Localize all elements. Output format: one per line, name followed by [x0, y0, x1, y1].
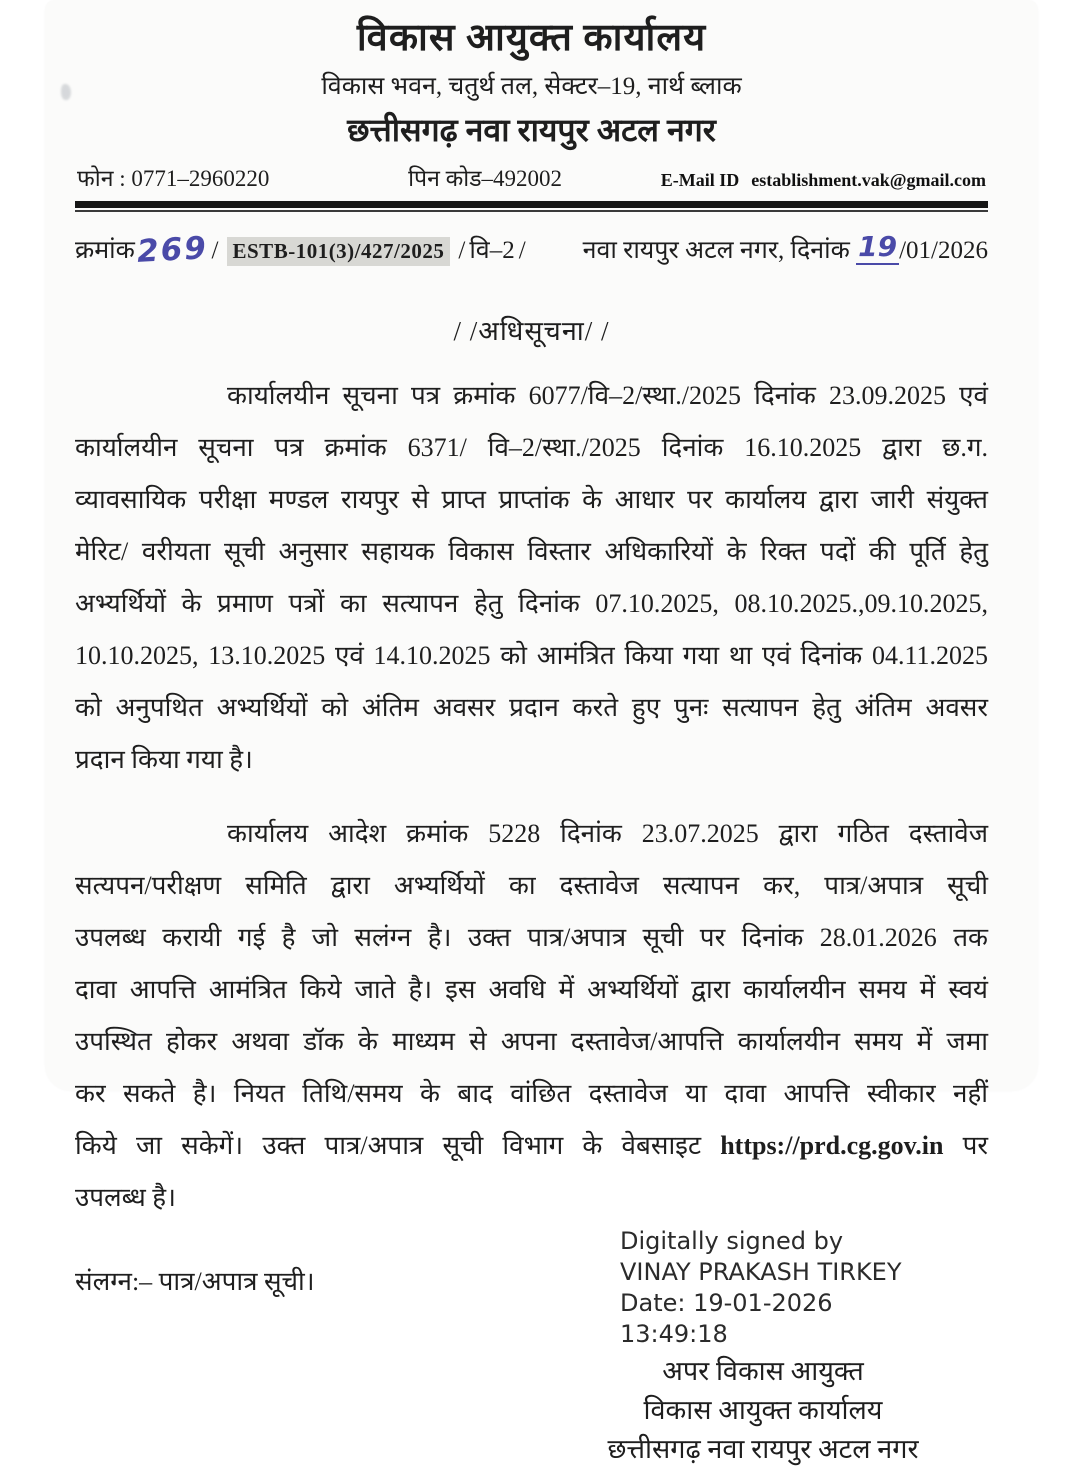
reference-line — [75, 230, 988, 270]
signature-block — [548, 1226, 978, 1469]
handwritten-date-day: 19 — [858, 230, 898, 263]
para2-line: उपलब्ध करायी गई है जो सलंग्न है। उक्त पात्र/अपात्र सूची पर दिनांक 28.01.2026 तक — [75, 923, 988, 952]
separator: / — [518, 237, 526, 264]
handwritten-serial-number: 269 — [136, 230, 209, 270]
para1-line: मेरिट/ वरीयता सूची अनुसार सहायक विकास विस्तार अधिकारियों के रिक्त पदों की पूर्ति हेतु — [75, 537, 988, 566]
kramank-label: क्रमांक — [75, 237, 135, 264]
para2-line: उपस्थित होकर अथवा डॉक के माध्यम से अपना दस्तावेज/आपत्ति कार्यालयीन समय में जमा — [75, 1027, 988, 1056]
scan-artifact — [61, 84, 71, 100]
notice-heading: / /अधिसूचना/ / — [453, 316, 610, 346]
para2-line: दावा आपत्ति आमंत्रित किये जाते है। इस अवधि में अभ्यर्थियों द्वारा कार्यालयीन समय में स्वयं — [75, 975, 988, 1004]
para1-line: कार्यालयीन सूचना पत्र क्रमांक 6371/ वि–2/स्था./2025 दिनांक 16.10.2025 द्वारा छ.ग. — [75, 433, 988, 462]
para2-line: कर सकते है। नियत तिथि/समय के बाद वांछित दस्तावेज या दावा आपत्ति स्वीकार नहीं — [75, 1079, 988, 1108]
place-date-prefix: नवा रायपुर अटल नगर, दिनांक — [582, 237, 850, 264]
paragraph-2 — [75, 808, 988, 1224]
digital-signature-date: Date: 19-01-2026 — [620, 1289, 833, 1317]
digital-signature-stamp — [548, 1226, 978, 1350]
signatory-city: छत्तीसगढ़ नवा रायपुर अटल नगर — [607, 1434, 919, 1464]
date-rest: /01/2026 — [899, 237, 988, 264]
para1-line: को अनुपथित अभ्यर्थियों को अंतिम अवसर प्रदान करते हुए पुनः सत्यापन हेतु अंतिम अवसर — [75, 693, 988, 722]
office-title: विकास आयुक्त कार्यालय — [356, 17, 707, 59]
para1-line: 10.10.2025, 13.10.2025 एवं 14.10.2025 को आमंत्रित किया गया था एवं दिनांक 04.11.2025 — [75, 641, 988, 670]
contact-row — [75, 161, 988, 193]
para2-line-website — [75, 1120, 988, 1172]
separator: / — [211, 237, 219, 264]
bottom-section — [75, 1226, 988, 1464]
paragraph-1 — [75, 370, 988, 786]
header-divider — [75, 201, 988, 212]
pin-code: पिन कोड–492002 — [408, 166, 563, 191]
email-label: E-Mail ID — [660, 170, 740, 190]
para1-line: कार्यालयीन सूचना पत्र क्रमांक 6077/वि–2/स्था./2025 दिनांक 23.09.2025 एवं — [227, 381, 988, 410]
para1-line: अभ्यर्थियों के प्रमाण पत्रों का सत्यापन हेतु दिनांक 07.10.2025, 08.10.2025.,09.10.2025, — [75, 589, 988, 618]
email-address: establishment.vak@gmail.com — [751, 170, 986, 190]
section-code: वि–2 — [469, 237, 515, 264]
para2-line7-post: पर — [943, 1131, 988, 1160]
para1-line: व्यावसायिक परीक्षा मण्डल रायपुर से प्राप्त प्राप्तांक के आधार पर कार्यालय द्वारा जारी संयुक्त — [75, 485, 988, 514]
signatory-designation: अपर विकास आयुक्त — [662, 1356, 864, 1386]
department-website-url: https://prd.cg.gov.in — [720, 1131, 944, 1160]
para2-line: सत्यपन/परीक्षण समिति द्वारा अभ्यर्थियों का दस्तावेज सत्यापन कर, पात्र/अपात्र सूची — [75, 871, 988, 900]
phone-number: फोन : 0771–2960220 — [77, 166, 270, 191]
digital-signature-time: 13:49:18 — [620, 1320, 728, 1348]
para2-line: उपलब्ध है। — [75, 1183, 176, 1212]
digital-signature-line: Digitally signed by — [620, 1227, 844, 1255]
email-id — [661, 170, 986, 191]
para2-line: कार्यालय आदेश क्रमांक 5228 दिनांक 23.07.2025 द्वारा गठित दस्तावेज — [227, 819, 988, 848]
attachment-note: संलग्न:– पात्र/अपात्र सूची। — [75, 1267, 315, 1296]
file-number: ESTB-101(3)/427/2025 — [227, 237, 451, 266]
scanned-document — [45, 0, 1038, 1464]
signatory-office: विकास आयुक्त कार्यालय — [643, 1395, 883, 1425]
separator: / — [458, 237, 466, 264]
office-address: विकास भवन, चतुर्थ तल, सेक्टर–19, नार्थ ब्लाक — [321, 73, 742, 100]
signatory-details — [548, 1352, 978, 1469]
digital-signature-name: VINAY PRAKASH TIRKEY — [620, 1258, 902, 1286]
para2-line7-pre: किये जा सकेगें। उक्त पात्र/अपात्र सूची विभाग के वेबसाइट — [75, 1131, 721, 1160]
para1-line: प्रदान किया गया है। — [75, 745, 253, 774]
office-city: छत्तीसगढ़ नवा रायपुर अटल नगर — [347, 112, 716, 148]
